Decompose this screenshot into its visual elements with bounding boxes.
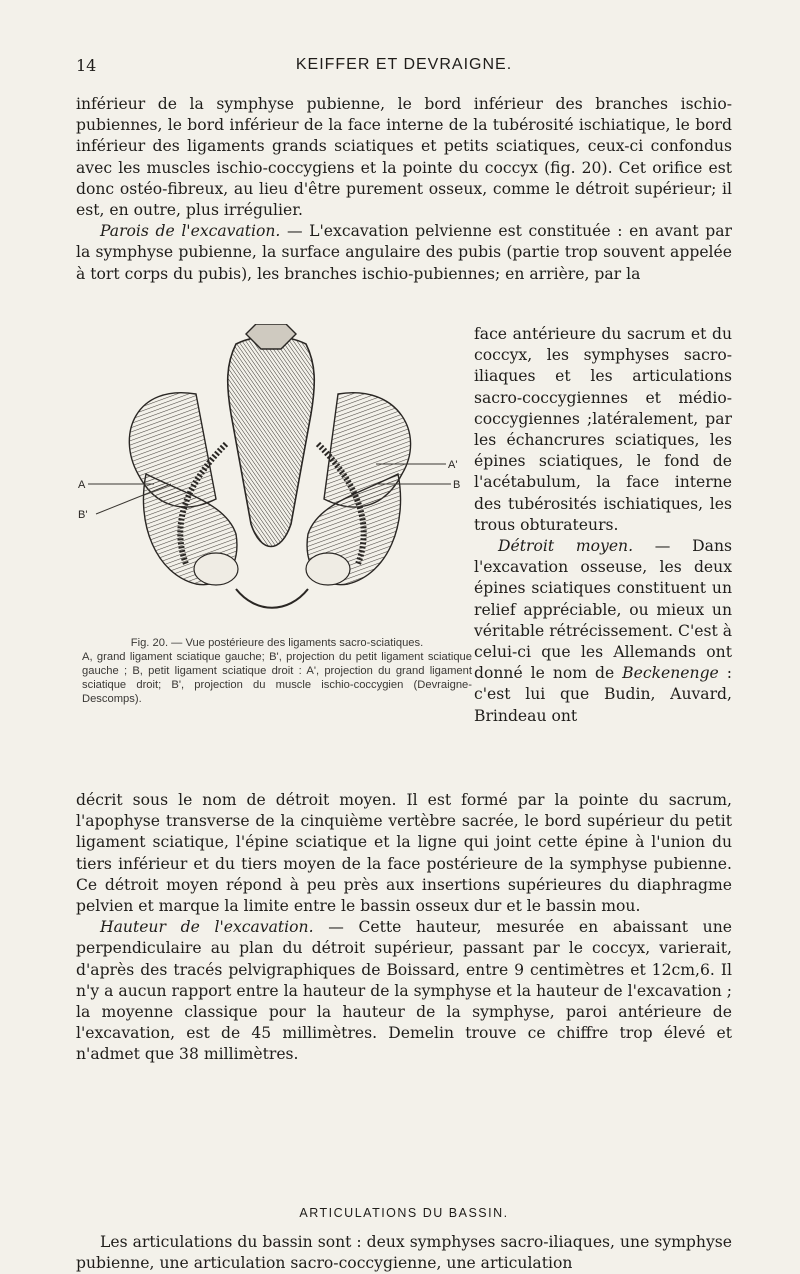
paragraph-detroit-text: — Dans l'excavation osseuse, les deux épines sciatiques constituent un relief appréciable, ou mieux un véritable rétrécissement. C'est à celui-ci que les Allemands ont donné le nom de bbox=[474, 537, 732, 683]
figure-label-b-prime: B' bbox=[78, 509, 88, 521]
paragraph-intro: inférieur de la symphyse pubienne, le bord inférieur des branches ischio-pubiennes, le bord inférieur de la face interne de la tubérosité ischiatique, le bord inférieur des ligaments grands sciatiques et petits sciatiques, ceux-ci confondus avec les muscles ischio-coccygiens et la pointe du coccyx (fig. 20). Cet orifice est donc ostéo-fibreux, au lieu d'être purement osseux, comme le détroit supérieur; il est, en outre, plus irrégulier. bbox=[76, 95, 732, 220]
paragraph-parois bbox=[76, 221, 732, 285]
figure-caption-legend: A, grand ligament sciatique gauche; B', projection du petit ligament sciatique gauche ; B, petit ligament sciatique droit : A', projection du grand ligament sciatique droit; B', projection du muscle ischio-coccygien (Devraigne-Descomps). bbox=[82, 651, 472, 705]
text-block-side bbox=[474, 324, 732, 727]
section-title: ARTICULATIONS DU BASSIN. bbox=[299, 1206, 509, 1220]
paragraph-parois-continued: face antérieure du sacrum et du coccyx, les symphyses sacro-iliaques et les articulations sacro-coccygiennes et médio-coccygiennes ;latéralement, par les échancrures sciatiques, les épines sciatiques, le fond de l'acétabulum, la face interne des tubérosités ischiatiques, les trous obturateurs. bbox=[474, 325, 732, 534]
figure-caption-title: Fig. 20. — Vue postérieure des ligaments sacro-sciatiques. bbox=[130, 637, 424, 649]
term-beckenenge: Beckenenge bbox=[622, 664, 719, 683]
page-number: 14 bbox=[76, 56, 97, 75]
figure-label-a: A bbox=[78, 479, 86, 491]
paragraph-articulations: Les articulations du bassin sont : deux symphyses sacro-iliaques, une symphyse pubienne, une articulation sacro-coccygienne, une articulation bbox=[76, 1233, 732, 1273]
heading-detroit-moyen: Détroit moyen. bbox=[498, 537, 634, 556]
paragraph-detroit-text-2: : c'est lui que Budin, Auvard, Brindeau ont bbox=[474, 664, 732, 725]
running-head: KEIFFER ET DEVRAIGNE. bbox=[295, 56, 513, 73]
paragraph-parois-text: — L'excavation pelvienne est constituée : en avant par la symphyse pubienne, la surface angulaire des pubis (partie trop souvent appelée à tort corps du pubis), les branches ischio-pubiennes; en arrière, par la bbox=[76, 222, 732, 283]
heading-hauteur: Hauteur de l'excavation. bbox=[100, 918, 314, 937]
heading-parois: Parois de l'excavation. bbox=[100, 222, 281, 241]
text-block-articulations bbox=[76, 1232, 732, 1274]
figure-20 bbox=[76, 324, 472, 800]
paragraph-detroit-continued: décrit sous le nom de détroit moyen. Il est formé par la pointe du sacrum, l'apophyse transverse de la cinquième vertèbre sacrée, le bord supérieur du petit ligament sciatique, l'épine sciatique et la ligne qui joint cette épine à l'union du tiers inférieur et du tiers moyen de la face postérieure de la symphyse pubienne. Ce détroit moyen répond à peu près aux insertions supérieures du diaphragme pelvien et marque la limite entre le bassin osseux dur et le bassin mou. bbox=[76, 791, 732, 916]
page-header bbox=[76, 56, 732, 80]
pelvis-illustration bbox=[76, 324, 468, 624]
paragraph-detroit-moyen bbox=[474, 536, 732, 727]
text-block-top bbox=[76, 94, 732, 285]
figure-label-b: B bbox=[453, 479, 461, 491]
text-block-bottom bbox=[76, 790, 732, 1066]
paragraph-hauteur-text: — Cette hauteur, mesurée en abaissant une perpendiculaire au plan du détroit supérieur, passant par le coccyx, varierait, d'après des tracés pelvigraphiques de Boissard, entre 9 centimètres et 12cm,6. Il n'y a aucun rapport entre la hauteur de la symphyse et la hauteur de l'excavation ; la moyenne classique pour la hauteur de la symphyse, paroi antérieure de l'excavation, est de 45 millimètres. Demelin trouve ce chiffre trop élevé et n'admet que 38 millimètres. bbox=[76, 918, 732, 1064]
paragraph-hauteur bbox=[76, 917, 732, 1065]
figure-caption bbox=[82, 636, 472, 706]
figure-label-a-prime: A' bbox=[448, 459, 458, 471]
